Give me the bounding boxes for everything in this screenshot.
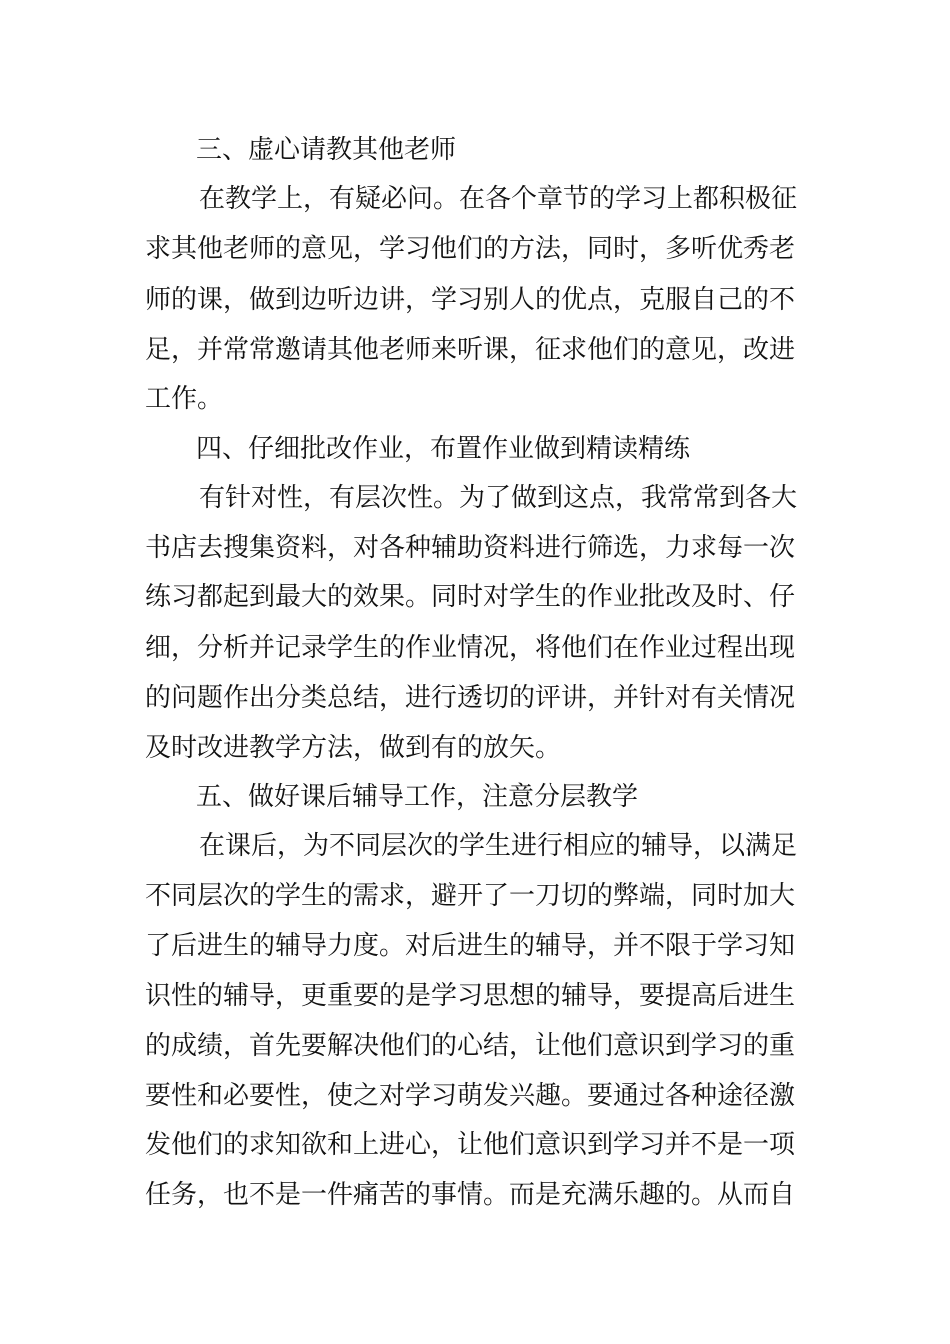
paragraph-line: 任务，也不是一件痛苦的事情。而是充满乐趣的。从而自 <box>145 1180 796 1210</box>
paragraph-line: 在课后，为不同层次的学生进行相应的辅导，以满足 <box>199 831 798 861</box>
paragraph-line: 求其他老师的意见，学习他们的方法，同时，多听优秀老 <box>145 234 796 264</box>
paragraph-line: 练习都起到最大的效果。同时对学生的作业批改及时、仔 <box>145 582 796 612</box>
paragraph-line: 及时改进教学方法，做到有的放矢。 <box>145 733 562 763</box>
section-heading: 四、仔细批改作业，布置作业做到精读精练 <box>196 434 691 464</box>
section-heading: 三、虚心请教其他老师 <box>196 135 457 165</box>
paragraph-line: 在教学上，有疑必问。在各个章节的学习上都积极征 <box>199 184 798 214</box>
paragraph-line: 不同层次的学生的需求，避开了一刀切的弊端，同时加大 <box>145 881 796 911</box>
paragraph-line: 师的课，做到边听边讲，学习别人的优点，克服自己的不 <box>145 285 796 315</box>
paragraph-line: 书店去搜集资料，对各种辅助资料进行筛选，力求每一次 <box>145 533 796 563</box>
paragraph-line: 足，并常常邀请其他老师来听课，征求他们的意见，改进 <box>145 335 796 365</box>
paragraph-line: 发他们的求知欲和上进心，让他们意识到学习并不是一项 <box>145 1130 796 1160</box>
paragraph-line: 有针对性，有层次性。为了做到这点，我常常到各大 <box>199 483 798 513</box>
paragraph-line: 细，分析并记录学生的作业情况，将他们在作业过程出现 <box>145 633 796 663</box>
paragraph-line: 要性和必要性，使之对学习萌发兴趣。要通过各种途径激 <box>145 1081 796 1111</box>
paragraph-line: 工作。 <box>145 384 224 414</box>
section-heading: 五、做好课后辅导工作，注意分层教学 <box>196 782 639 812</box>
paragraph-line: 的成绩，首先要解决他们的心结，让他们意识到学习的重 <box>145 1031 796 1061</box>
paragraph-line: 的问题作出分类总结，进行透切的评讲，并针对有关情况 <box>145 683 796 713</box>
paragraph-line: 了后进生的辅导力度。对后进生的辅导，并不限于学习知 <box>145 931 796 961</box>
paragraph-line: 识性的辅导，更重要的是学习思想的辅导，要提高后进生 <box>145 981 796 1011</box>
